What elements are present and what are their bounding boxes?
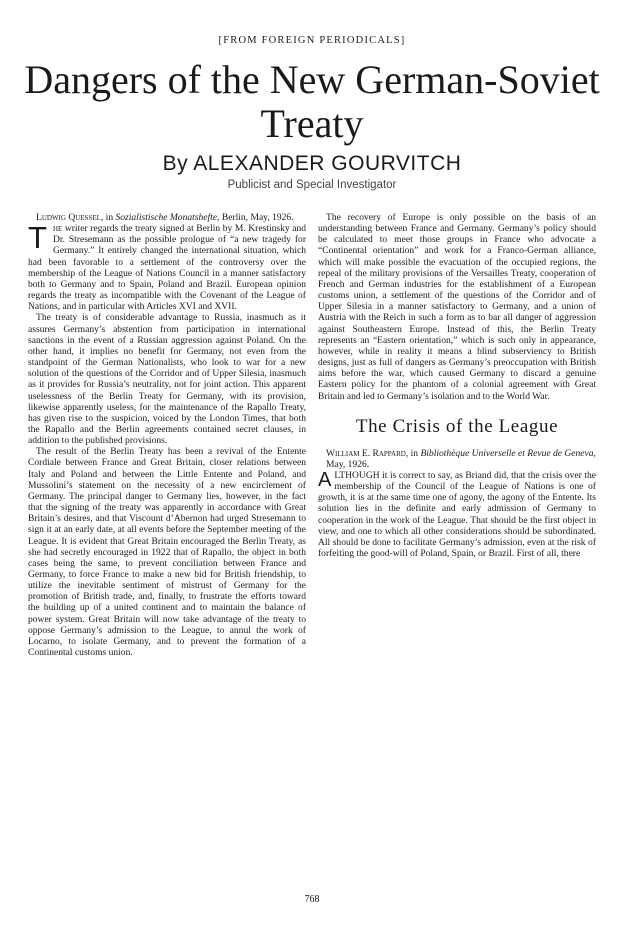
article2-source-date: , May, 1926.	[326, 447, 596, 470]
article2-lead: LTHOUGH	[334, 469, 380, 481]
article1-lead: he	[52, 223, 63, 235]
article2-source-author: William E. Rappard	[326, 447, 406, 459]
article1-source	[28, 212, 306, 223]
article2-heading: The Crisis of the League	[355, 415, 559, 437]
article2-paragraph	[318, 470, 596, 559]
article1-dropcap: T	[28, 220, 47, 256]
section-kicker: [FROM FOREIGN PERIODICALS]	[218, 35, 406, 46]
article1-source-in: , in	[100, 212, 116, 223]
article2-source	[318, 448, 596, 470]
article1-paragraph-1-text: writer regards the treaty signed at Berlin by M. Krestinsky and Dr. Stresemann as the possible prologue of “a new tragedy for Germany.” It entirely changed the international situation, which had been favorable to a settlement of the controversy over the membership of the League of Nations Council in a manner satisfactory both to Germany and to Spain, Poland and Brazil. European opinion regards the treaty as incompatible with the Covenant of the League of Nations, and in particular with Articles XVI and XVII.	[28, 223, 306, 313]
byline: By ALEXANDER GOURVITCH	[162, 152, 462, 175]
page-number: 768	[304, 894, 320, 905]
article1-paragraph-3: The result of the Berlin Treaty has been a revival of the Entente Cordiale between France and Great Britain, closer relations between Italy and Poland and between the Little Entente and Poland, and Mussolini’s statement on the necessity of a new encirclement of Germany. The principal danger to Germany lies, however, in the fact that the signing of the treaty was apparently in accordance with Great Britain’s desires, and that Viscount d’Abernon had urged Stresemann to sign it at an early date, at all events before the September meeting of the League. It is evident that Great Britain encouraged the Berlin Treaty, as she had secretly encouraged in 1922 that of Rapallo, the object in both cases being the same, to prevent conciliation between France and Germany, to force France to make a new bid for British friendship, to utilize the inevitable sentiment of mistrust of Germany for the promotion of British trade, and, finally, to frustrate the efforts toward the building up of a united continent and to maintain the balance of power system. Great Britain will now take advantage of the treaty to oppose Germany’s admission to the League, to annul the work of Locarno, to isolate Germany, and to prevent the formation of a Continental customs union.	[28, 446, 306, 659]
article2-source-in: , in	[405, 447, 421, 459]
article1-source-author: Ludwig Quessel	[36, 212, 101, 223]
article2-source-publication: Bibliothèque Universelle et Revue de Geneva	[420, 447, 594, 459]
right-column	[318, 212, 596, 559]
article2-paragraph-text: it is correct to say, as Briand did, that the crisis over the membership of the Council of the League of Nations is one of growth, it is at the same time one of agony, the agony of the Entente. Its solution lies in the definite and early admission of Germany to cooperation in the work of the League. That should be the first object in view, and one to which all other considerations should be subordinated. All should be done to facilitate Germany’s admission, even at the risk of forfeiting the good-will of Poland, Spain, or Brazil. First of all, there	[318, 469, 596, 560]
article1-paragraph-2: The treaty is of considerable advantage to Russia, inasmuch as it assures Germany’s abstention from participation in international sanctions in the event of a Russian aggression against Poland. On the other hand, it implies no benefit for Germany, not even from the standpoint of the German Nationalists, who look to war for a new solution of the questions of the Corridor and of Upper Silesia, inasmuch as it provides for Russia’s neutrality, not for joint action. This apparent uselessness of the Berlin Treaty for Germany, with its provision, likewise apparently useless, for the maintenance of the Rapallo Treaty, has given rise to the suspicion, voiced by the London Times, that both the Rapallo and the Berlin agreements contained secret clauses, in addition to the published provisions.	[28, 312, 306, 447]
article-title: Dangers of the New German-Soviet Treaty	[24, 57, 600, 146]
byline-role: Publicist and Special Investigator	[227, 179, 397, 191]
left-column	[28, 212, 306, 658]
article2-dropcap: A	[318, 468, 332, 491]
article1-source-publication: Sozialistische Monatshefte	[115, 212, 218, 223]
article1-paragraph-1	[28, 220, 306, 313]
article1-paragraph-4: The recovery of Europe is only possible on the basis of an understanding between France and Germany. Germany’s policy should be calculated to meet those groups in France who advocate a “Continental orientation” and work for a Franco-German alliance, which will make possible the evacuation of the occupied regions, the repeal of the military provisions of the Versailles Treaty, cooperation of French and German industries for the establishment of a European customs union, a settlement of the questions of the Corridor and of Upper Silesia in a manner satisfactory to Germany, and a union of Austria with the Reich in such a form as to bar all danger of aggression against Southeastern Europe. Instead of this, the Berlin Treaty represents an “Eastern orientation,” which is such only in appearance, however, while in reality it means a blind subserviency to British designs, just as full of dangers as Germany’s preoccupation with British aims before the war, which caused Germany to discard a genuine Eastern policy for the phantom of a colonial agreement with Great Britain and led to Germany’s isolation and to the World War.	[318, 212, 596, 402]
article1-source-date: , Berlin, May, 1926.	[217, 212, 294, 223]
